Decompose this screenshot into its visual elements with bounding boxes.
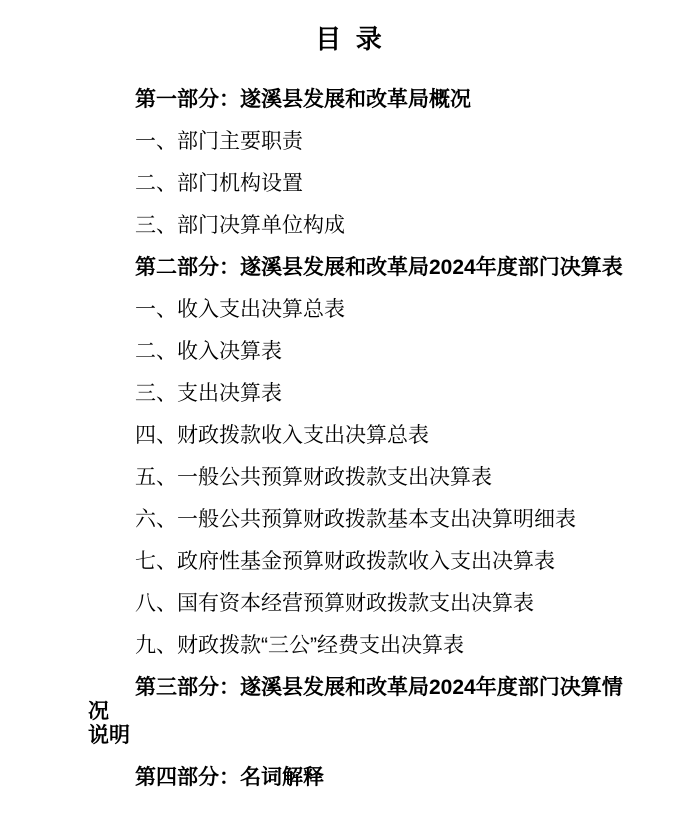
toc-section-heading [88,766,625,790]
toc-item [88,130,625,154]
toc-line: 一、收入支出决算总表 [135,298,345,321]
toc-line: 四、财政拨款收入支出决算总表 [135,424,429,447]
toc-line: 说明 [88,724,130,747]
toc-section-heading [88,88,625,112]
toc-line: 七、政府性基金预算财政拨款收入支出决算表 [135,550,555,573]
toc-item [88,634,625,658]
toc-line: 二、部门机构设置 [135,172,303,195]
toc-line: 第一部分：遂溪县发展和改革局概况 [135,88,471,111]
toc-line: 八、国有资本经营预算财政拨款支出决算表 [135,592,534,615]
toc-item [88,298,625,322]
toc-line: 二、收入决算表 [135,340,282,363]
toc-item [88,172,625,196]
toc-line: 三、部门决算单位构成 [135,214,345,237]
page-title: 目 录 [315,24,382,54]
toc-item [88,340,625,364]
toc-line: 五、一般公共预算财政拨款支出决算表 [135,466,492,489]
toc-item [88,382,625,406]
table-of-contents [0,88,697,790]
toc-item [88,424,625,448]
toc-item [88,466,625,490]
toc-section-heading [88,256,625,280]
toc-line: 一、部门主要职责 [135,130,303,153]
toc-section-heading [88,676,625,748]
toc-item [88,214,625,238]
toc-line: 第二部分：遂溪县发展和改革局2024年度部门决算表 [135,256,623,279]
toc-item [88,550,625,574]
toc-item [88,508,625,532]
toc-line: 第三部分：遂溪县发展和改革局2024年度部门决算情况 [88,676,623,723]
toc-line: 三、支出决算表 [135,382,282,405]
toc-line: 六、一般公共预算财政拨款基本支出决算明细表 [135,508,576,531]
toc-line: 第四部分：名词解释 [135,766,324,789]
toc-item [88,592,625,616]
toc-line: 九、财政拨款“三公”经费支出决算表 [135,634,464,657]
